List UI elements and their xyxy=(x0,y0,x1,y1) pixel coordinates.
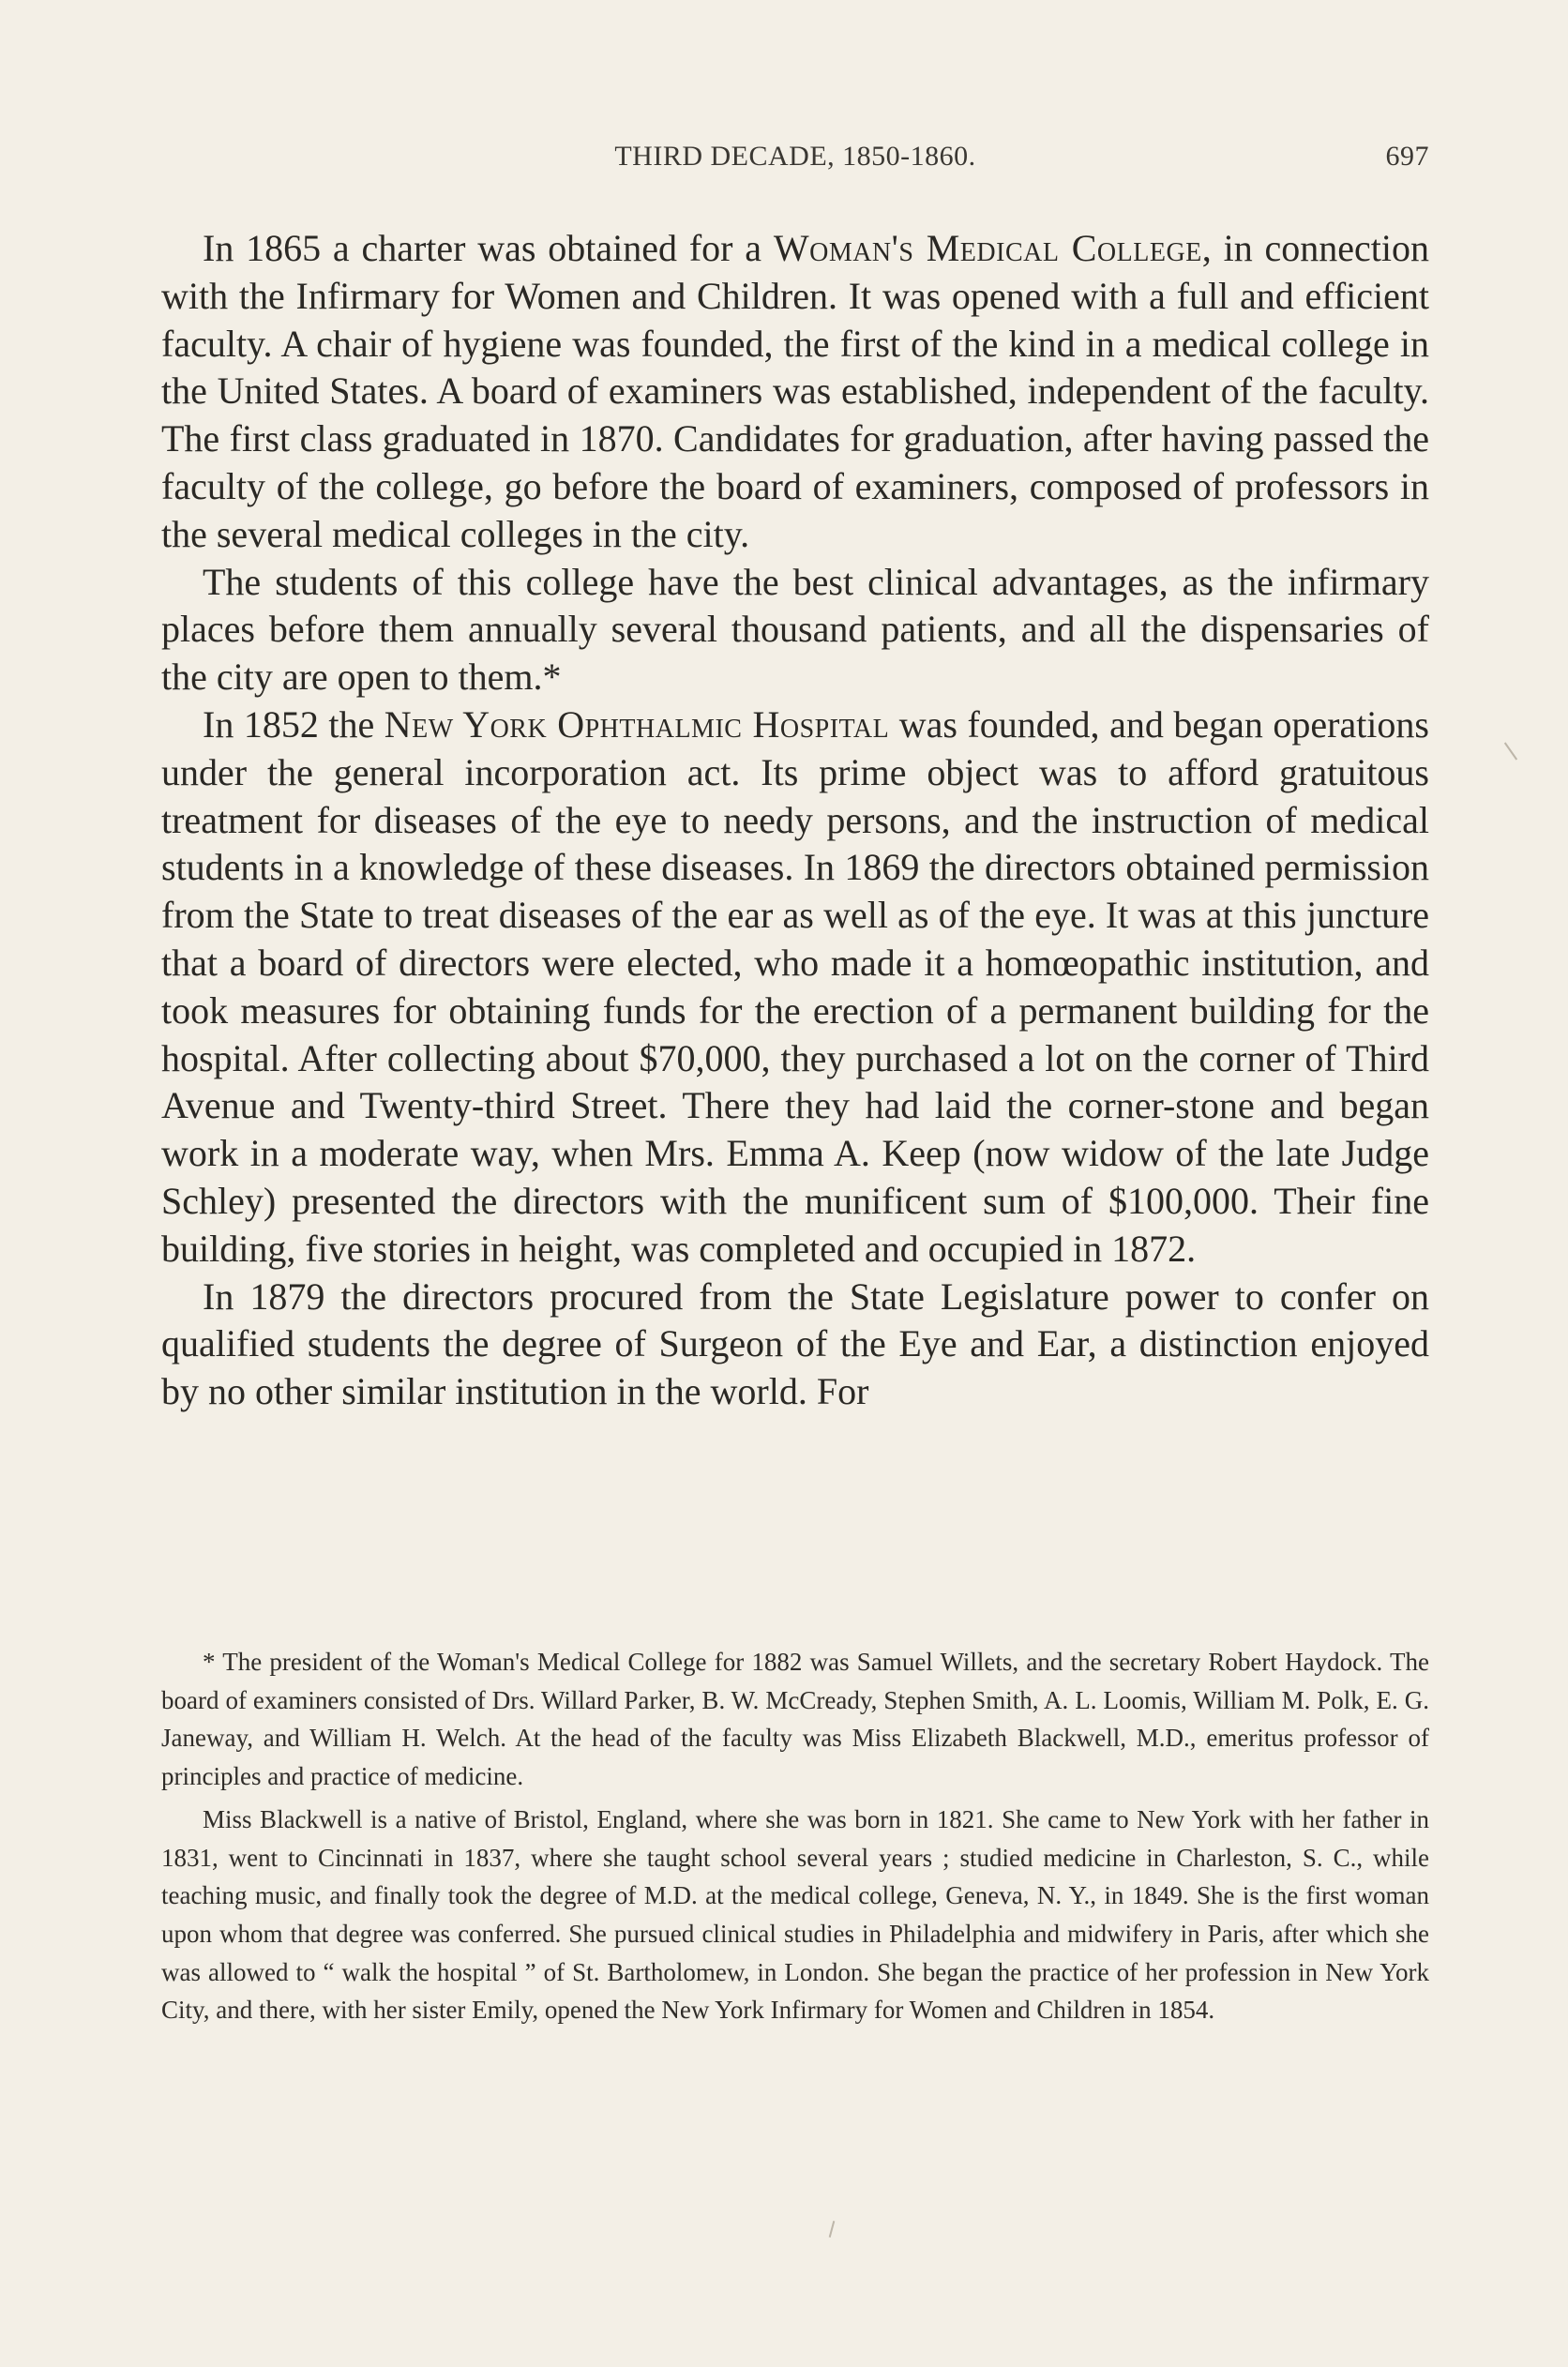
paragraph-text: In 1852 the xyxy=(203,702,384,746)
page-number: 697 xyxy=(1385,141,1429,172)
running-title: THIRD DECADE, 1850-1860. xyxy=(614,141,976,172)
paragraph-text: In 1865 a charter was obtained for a xyxy=(203,227,774,269)
margin-mark xyxy=(1504,742,1517,760)
footnotes xyxy=(161,1643,1429,2029)
paragraph-legislature: In 1879 the directors procured from the State Legislature power to confer on qualified students the degree of Surgeon of the Eye and Ear, a distinction enjoyed by no other similar institution in the world. For xyxy=(161,1274,1429,1413)
paragraph-students: The students of this college have the best clinical advantages, as the infirmary places before them annually several thousand patients, and all the dispensaries of the city are open to them.* xyxy=(161,560,1429,699)
paragraph-ophthalmic-hospital xyxy=(161,701,1429,1274)
paragraph-text: was founded, and began operations under the general incorporation act. Its prime object was to afford gratuitous treatment for diseases of the eye to needy persons, and the instruction of medical students in a knowledge of these diseases. In 1869 the directors obtained permission from the State to treat diseases of the ear as well as of the eye. It was at this juncture that a board of directors were elected, who made it a homœopathic institution, and took measures for obtaining funds for the erection of a permanent building for the hospital. After collecting about $70,000, they purchased a lot on the corner of Third Avenue and Twenty-third Street. There they had laid the corner-stone and began work in a moderate way, when Mrs. Emma A. Keep (now widow of the late Judge Schley) presented the directors with the munificent sum of $100,000. Their fine building, five stories in height, was completed and occupied in 1872. xyxy=(161,702,1429,1270)
paragraph-text: , in connection with the Infirmary for Women and Children. It was opened with a full and efficient faculty. A chair of hygiene was founded, the first of the kind in a medical college in the United States. A board of examiners was established, independent of the faculty. The first class graduated in 1870. Candidates for graduation, after having passed the faculty of the college, go before the board of examiners, composed of professors in the several medical colleges in the city. xyxy=(161,227,1429,555)
paragraph-womans-medical-college xyxy=(161,225,1429,559)
institution-name: Woman's Medical College xyxy=(773,227,1202,269)
running-head xyxy=(161,141,1429,178)
main-text xyxy=(161,225,1429,1416)
institution-name: New York Ophthalmic Hospital xyxy=(384,702,890,746)
footnote-college-officers: * The president of the Woman's Medical College for 1882 was Samuel Willets, and the secretary Robert Haydock. The board of examiners consisted of Drs. Willard Parker, B. W. McCready, Stephen Smith, A. L. Loomis, William M. Polk, E. G. Janeway, and William H. Welch. At the head of the faculty was Miss Elizabeth Blackwell, M.D., emeritus professor of principles and practice of medicine. xyxy=(161,1648,1429,1791)
margin-mark xyxy=(829,2221,836,2238)
footnote-blackwell-biography: Miss Blackwell is a native of Bristol, England, where she was born in 1821. She came to New York with her father in 1831, went to Cincinnati in 1837, where she taught school several years ; studied medicine in Charleston, S. C., while teaching music, and finally took the degree of M.D. at the medical college, Geneva, N. Y., in 1849. She is the first woman upon whom that degree was conferred. She pursued clinical studies in Philadelphia and midwifery in Paris, after which she was allowed to “ walk the hospital ” of St. Bartholomew, in London. She began the practice of her profession in New York City, and there, with her sister Emily, opened the New York Infirmary for Women and Children in 1854. xyxy=(161,1804,1429,2025)
